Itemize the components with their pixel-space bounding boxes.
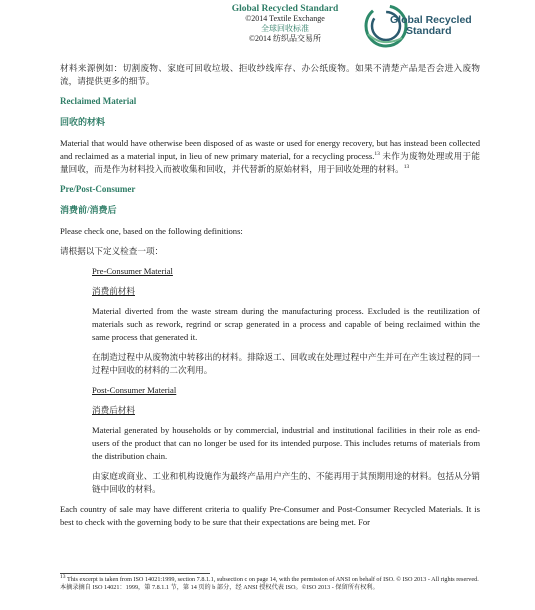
footnote-ref[interactable]: 13: [374, 151, 380, 158]
reclaimed-definition: [60, 137, 480, 176]
header-copyright: ©2014 Textile Exchange: [245, 14, 325, 23]
pre-consumer-heading: Pre-Consumer Material: [92, 266, 173, 276]
pre-consumer-heading-cn: 消费前材料: [92, 286, 135, 296]
prepost-heading-cn: 消费前/消费后: [60, 205, 117, 215]
grs-logo: [362, 2, 472, 50]
intro-paragraph-cn: 材料来源例如：切割废物、家庭可回收垃圾、拒收纱线库存、办公纸废物。如果不清楚产品是否会进入废物流，请提供更多的细节。: [60, 63, 480, 86]
header-center: [200, 4, 370, 44]
post-consumer-definition: Material generated by households or by commercial, industrial and institutional facilities in their role as end-users of the product that can no longer be used for its intended purpose. This includes returns of materials from the distribution chain.: [92, 425, 480, 461]
footnote: [60, 573, 480, 592]
logo-wordmark: [390, 15, 472, 37]
logo-line-2: Standard: [406, 25, 452, 37]
reclaimed-definition-text: Material that would have otherwise been disposed of as waste or used for energy recovery, but has instead been collected and reclaimed as a material input, in lieu of new primary material, for a recycling process.: [60, 138, 480, 161]
post-consumer-heading: Post-Consumer Material: [92, 385, 177, 395]
prepost-heading: Pre/Post-Consumer: [60, 184, 136, 194]
footnote-divider: [60, 573, 210, 574]
reclaimed-heading-cn: 回收的材料: [60, 117, 106, 127]
pre-consumer-definition: Material diverted from the waste stream during the manufacturing process. Excluded is the reutilization of materials such as rework, regrind or scrap generated in a process and capable of being reclaimed within the same process that generated it.: [92, 306, 480, 342]
page-header: [0, 0, 535, 52]
logo-line-1: Global Recycled: [390, 14, 472, 26]
footnote-text: This excerpt is taken from ISO 14021:1999, section 7.8.1.1, subsection c on page 14, with the permission of ANSI on behalf of ISO. © ISO 2013 - All rights reserved. 本摘录摘自 ISO 14021：1999，第 7.8.1.1 节，第 14 页的 b 部分，经 ANSI 授权代表 ISO。©ISO 2013 - 保留所有权利。: [60, 576, 479, 591]
header-copyright-cn: ©2014 纺织品交易所: [248, 34, 322, 43]
reclaimed-definition-text-cn: 未作为废物处理或用于能量回收，而是作为材料投入而被收集和回收，并代替新的原始材料，用于回收处理的材料。: [60, 151, 480, 174]
document-body: [60, 62, 480, 536]
pre-consumer-definition-cn: 在制造过程中从废物流中转移出的材料。排除返工、回收或在处理过程中产生并可在产生该过程的同一过程中回收的材料的二次利用。: [92, 352, 480, 375]
post-consumer-heading-cn: 消费后材料: [92, 405, 135, 415]
header-title-cn: 全球回收标准: [261, 24, 309, 33]
check-instruction-cn: 请根据以下定义检查一项：: [60, 246, 164, 256]
footnote-number: 13: [60, 573, 66, 580]
reclaimed-heading: Reclaimed Material: [60, 96, 137, 106]
footnote-ref-cn[interactable]: 13: [403, 164, 410, 171]
check-instruction: Please check one, based on the following definitions:: [60, 226, 243, 236]
header-title: Global Recycled Standard: [231, 4, 339, 14]
definitions-block: [92, 265, 480, 496]
closing-paragraph: Each country of sale may have different criteria to qualify Pre-Consumer and Post-Consumer Recycled Materials. It is best to check with the governing body to be sure that their expectations are being met. For: [60, 504, 480, 527]
post-consumer-definition-cn: 由家庭或商业、工业和机构设施作为最终产品用户产生的、不能再用于其预期用途的材料。包括从分销链中回收的材料。: [92, 471, 480, 494]
